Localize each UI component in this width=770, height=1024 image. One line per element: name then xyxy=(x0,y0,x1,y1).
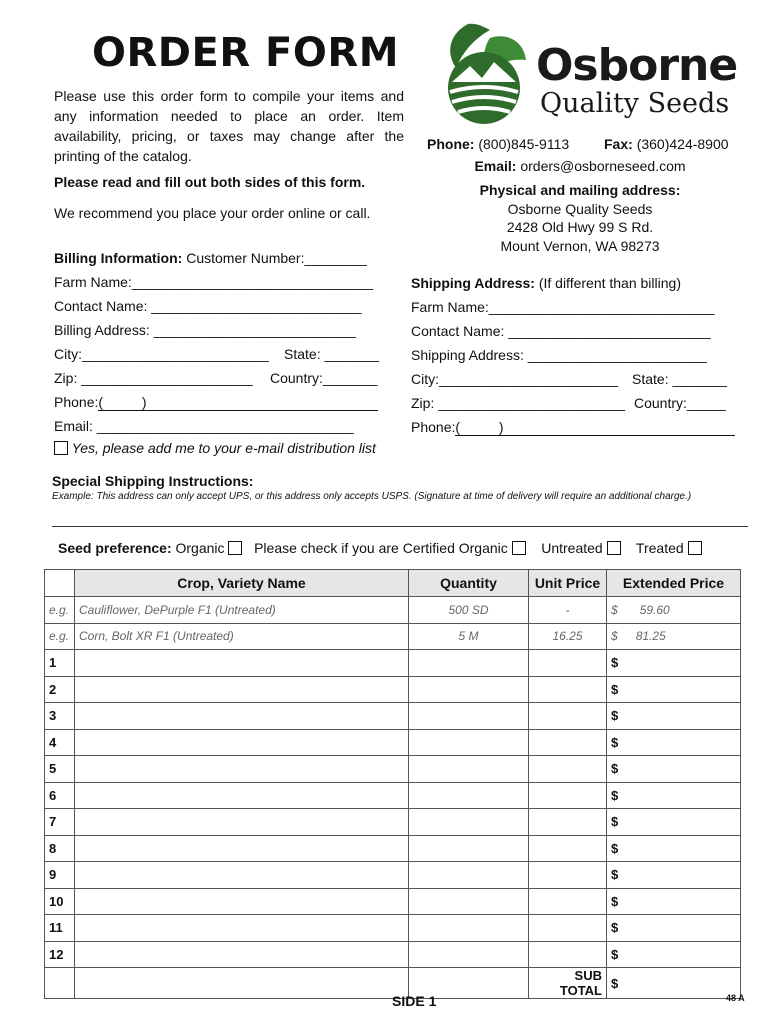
extended-price-cell[interactable]: $ xyxy=(607,756,741,783)
subtotal-spacer xyxy=(45,968,75,999)
shipping-farm-name-field[interactable]: Farm Name:_____________________________ xyxy=(411,299,715,315)
treated-checkbox[interactable] xyxy=(688,541,702,555)
email-value: orders@osborneseed.com xyxy=(520,158,686,174)
shipping-phone-parens: ( ) xyxy=(455,419,735,436)
crop-cell[interactable] xyxy=(75,703,409,730)
shipping-city-field[interactable]: City:_______________________ xyxy=(411,371,619,387)
row-number: 4 xyxy=(45,729,75,756)
billing-city-field[interactable]: City:________________________ xyxy=(54,346,269,362)
customer-number-field[interactable]: Customer Number:________ xyxy=(186,250,367,266)
table-row[interactable] xyxy=(45,756,741,783)
table-row[interactable] xyxy=(45,888,741,915)
table-row[interactable] xyxy=(45,729,741,756)
example-ext-value: 81.25 xyxy=(635,629,666,644)
example-prefix: e.g. xyxy=(45,623,75,650)
crop-cell[interactable] xyxy=(75,915,409,942)
extended-price-cell[interactable]: $ xyxy=(607,703,741,730)
billing-zip-field[interactable]: Zip: ______________________ xyxy=(54,370,253,386)
table-row[interactable] xyxy=(45,809,741,836)
quantity-cell[interactable] xyxy=(409,676,529,703)
example-row xyxy=(45,597,741,624)
extended-price-cell[interactable]: $ xyxy=(607,676,741,703)
recommend-text: We recommend you place your order online or call. xyxy=(54,205,371,221)
read-both-sides: Please read and fill out both sides of this form. xyxy=(54,174,366,190)
crop-cell[interactable] xyxy=(75,676,409,703)
subtotal-label: SUB TOTAL xyxy=(529,968,607,999)
crop-cell[interactable] xyxy=(75,729,409,756)
billing-farm-name-field[interactable]: Farm Name:_______________________________ xyxy=(54,274,374,290)
subtotal-spacer xyxy=(75,968,409,999)
email-line xyxy=(410,158,750,174)
row-number-header xyxy=(45,570,75,597)
shipping-phone-label: Phone: xyxy=(411,419,456,435)
billing-phone-label: Phone: xyxy=(54,394,99,410)
table-row[interactable] xyxy=(45,703,741,730)
example-qty: 500 SD xyxy=(409,597,529,624)
crop-cell[interactable] xyxy=(75,835,409,862)
row-number: 9 xyxy=(45,862,75,889)
crop-cell[interactable] xyxy=(75,888,409,915)
address-title: Physical and mailing address: xyxy=(479,182,681,198)
crop-cell[interactable] xyxy=(75,650,409,677)
row-number: 11 xyxy=(45,915,75,942)
phone-label: Phone: xyxy=(427,136,475,152)
shipping-heading: Shipping Address: xyxy=(411,275,535,291)
special-shipping-heading: Special Shipping Instructions: xyxy=(52,473,254,489)
unit-price-cell[interactable] xyxy=(529,862,607,889)
table-row[interactable] xyxy=(45,915,741,942)
untreated-checkbox[interactable] xyxy=(607,541,621,555)
certified-organic-checkbox[interactable] xyxy=(512,541,526,555)
form-code: 48 A xyxy=(726,993,745,1003)
row-number: 6 xyxy=(45,782,75,809)
billing-phone-parens: ( ) xyxy=(98,394,378,411)
page-title: ORDER FORM xyxy=(92,30,399,76)
row-number: 7 xyxy=(45,809,75,836)
crop-cell[interactable] xyxy=(75,782,409,809)
fax-value: (360)424-8900 xyxy=(636,136,729,152)
unit-price-cell[interactable] xyxy=(529,703,607,730)
example-dollar: $ xyxy=(611,629,618,644)
special-shipping-input-line[interactable] xyxy=(52,526,748,527)
unit-price-cell[interactable] xyxy=(529,915,607,942)
row-number: 3 xyxy=(45,703,75,730)
organic-checkbox[interactable] xyxy=(228,541,242,555)
intro-text: Please use this order form to compile your items and any information needed to place an order. Item availability, pricing, or taxes may change after the printing of the catalog. xyxy=(54,88,404,164)
example-ext-value: 59.60 xyxy=(639,602,670,617)
shipping-heading-line xyxy=(411,275,681,291)
billing-state-field[interactable]: State: _______ xyxy=(284,346,379,362)
quantity-cell[interactable] xyxy=(409,915,529,942)
example-qty: 5 M xyxy=(409,623,529,650)
example-ext xyxy=(607,623,741,650)
quantity-cell[interactable] xyxy=(409,782,529,809)
mailing-opt-in[interactable] xyxy=(54,440,376,456)
extended-price-cell[interactable]: $ xyxy=(607,835,741,862)
billing-heading: Billing Information: xyxy=(54,250,183,266)
extended-price-cell[interactable]: $ xyxy=(607,941,741,968)
billing-email-field[interactable]: Email: _________________________________ xyxy=(54,418,354,434)
quantity-cell[interactable] xyxy=(409,729,529,756)
osborne-logo-icon xyxy=(438,20,530,128)
mailing-opt-in-checkbox[interactable] xyxy=(54,441,68,455)
unit-price-cell[interactable] xyxy=(529,809,607,836)
address-line-1: Osborne Quality Seeds xyxy=(507,201,653,217)
table-header-row xyxy=(45,570,741,597)
example-row xyxy=(45,623,741,650)
quantity-header: Quantity xyxy=(409,570,529,597)
row-number: 10 xyxy=(45,888,75,915)
quantity-cell[interactable] xyxy=(409,888,529,915)
extended-price-cell[interactable]: $ xyxy=(607,809,741,836)
row-number: 8 xyxy=(45,835,75,862)
billing-address-field[interactable]: Billing Address: __________________________ xyxy=(54,322,357,338)
unit-price-cell[interactable] xyxy=(529,676,607,703)
quantity-cell[interactable] xyxy=(409,703,529,730)
extended-price-cell[interactable]: $ xyxy=(607,915,741,942)
address-line-2: 2428 Old Hwy 99 S Rd. xyxy=(506,219,654,235)
fax-line xyxy=(604,136,729,152)
seed-preference-row xyxy=(58,540,702,556)
extended-price-cell[interactable]: $ xyxy=(607,650,741,677)
mailing-opt-in-label: Yes, please add me to your e-mail distribution list xyxy=(71,440,376,456)
table-row[interactable] xyxy=(45,941,741,968)
table-row[interactable] xyxy=(45,835,741,862)
example-crop: Cauliflower, DePurple F1 (Untreated) xyxy=(75,597,409,624)
crop-cell[interactable] xyxy=(75,756,409,783)
order-table xyxy=(44,569,741,999)
example-ext xyxy=(607,597,741,624)
crop-cell[interactable] xyxy=(75,862,409,889)
unit-price-cell[interactable] xyxy=(529,729,607,756)
untreated-label: Untreated xyxy=(541,540,603,556)
shipping-country-field[interactable]: Country:_____ xyxy=(634,395,726,411)
example-unit: - xyxy=(529,597,607,624)
organic-label: Organic xyxy=(175,540,225,556)
quantity-cell[interactable] xyxy=(409,650,529,677)
crop-variety-header: Crop, Variety Name xyxy=(75,570,409,597)
email-label: Email: xyxy=(474,158,517,174)
row-number: 2 xyxy=(45,676,75,703)
seed-preference-label: Seed preference: xyxy=(58,540,172,556)
treated-label: Treated xyxy=(635,540,684,556)
subtotal-value[interactable]: $ xyxy=(607,968,741,999)
logo-name: Osborne xyxy=(536,40,738,91)
unit-price-cell[interactable] xyxy=(529,835,607,862)
crop-cell[interactable] xyxy=(75,809,409,836)
unit-price-header: Unit Price xyxy=(529,570,607,597)
crop-cell[interactable] xyxy=(75,941,409,968)
example-crop: Corn, Bolt XR F1 (Untreated) xyxy=(75,623,409,650)
unit-price-cell[interactable] xyxy=(529,941,607,968)
row-number: 5 xyxy=(45,756,75,783)
extended-price-cell[interactable]: $ xyxy=(607,729,741,756)
billing-contact-name-field[interactable]: Contact Name: ___________________________ xyxy=(54,298,362,314)
shipping-contact-name-field[interactable]: Contact Name: __________________________ xyxy=(411,323,711,339)
billing-phone-field[interactable] xyxy=(54,394,378,411)
quantity-cell[interactable] xyxy=(409,756,529,783)
address-line-3: Mount Vernon, WA 98273 xyxy=(500,238,660,254)
table-row[interactable] xyxy=(45,676,741,703)
certified-organic-label: Please check if you are Certified Organic xyxy=(254,540,508,556)
extended-price-header: Extended Price xyxy=(607,570,741,597)
table-row[interactable] xyxy=(45,782,741,809)
example-dollar: $ xyxy=(611,602,618,617)
billing-country-field[interactable]: Country:_______ xyxy=(270,370,378,386)
quantity-cell[interactable] xyxy=(409,835,529,862)
unit-price-cell[interactable] xyxy=(529,782,607,809)
billing-heading-line xyxy=(54,250,367,266)
unit-price-cell[interactable] xyxy=(529,756,607,783)
table-row[interactable] xyxy=(45,650,741,677)
row-number: 12 xyxy=(45,941,75,968)
extended-price-cell[interactable]: $ xyxy=(607,782,741,809)
phone-value: (800)845-9113 xyxy=(478,136,570,152)
shipping-phone-field[interactable] xyxy=(411,419,735,436)
shipping-state-field[interactable]: State: _______ xyxy=(632,371,727,387)
row-number: 1 xyxy=(45,650,75,677)
quantity-cell[interactable] xyxy=(409,941,529,968)
quantity-cell[interactable] xyxy=(409,862,529,889)
phone-line xyxy=(427,136,569,152)
fax-label: Fax: xyxy=(604,136,633,152)
example-prefix: e.g. xyxy=(45,597,75,624)
shipping-note: (If different than billing) xyxy=(538,275,681,291)
special-shipping-example: Example: This address can only accept UPS, or this address only accepts USPS. (Signature at time of delivery will require an additional charge.) xyxy=(52,491,692,502)
example-unit: 16.25 xyxy=(529,623,607,650)
extended-price-cell[interactable]: $ xyxy=(607,862,741,889)
unit-price-cell[interactable] xyxy=(529,650,607,677)
shipping-address-field[interactable]: Shipping Address: _______________________ xyxy=(411,347,707,363)
quantity-cell[interactable] xyxy=(409,809,529,836)
extended-price-cell[interactable]: $ xyxy=(607,888,741,915)
table-row[interactable] xyxy=(45,862,741,889)
shipping-zip-field[interactable]: Zip: ________________________ xyxy=(411,395,626,411)
logo-tagline: Quality Seeds xyxy=(540,88,730,119)
side-label: SIDE 1 xyxy=(392,993,437,1009)
unit-price-cell[interactable] xyxy=(529,888,607,915)
